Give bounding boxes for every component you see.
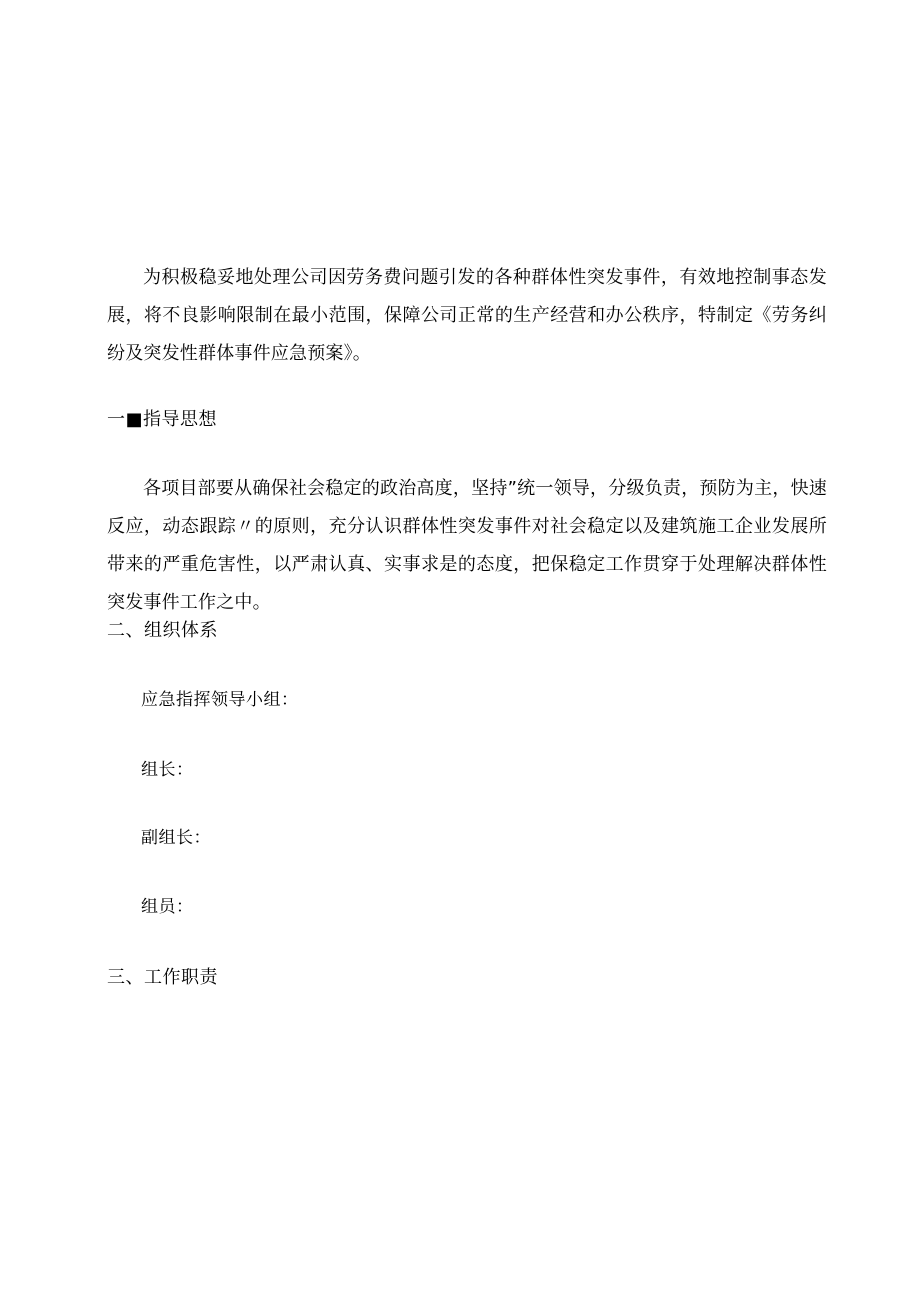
section-heading-organization: 二、组织体系 [107,620,218,641]
section-heading-responsibilities: 三、工作职责 [107,967,218,988]
intro-paragraph: 为积极稳妥地处理公司因劳务费问题引发的各种群体性突发事件，有效地控制事态发展，将不良影响限制在最小范围，保障公司正常的生产经营和办公秩序，特制定《劳务纠纷及突发性群体事件应急预案》。 [107,267,827,364]
section-heading-guiding-principles: 一■指导思想 [107,409,218,430]
group-leader-label: 组长： [141,760,194,780]
group-member-label: 组员： [141,897,194,917]
guiding-principles-paragraph: 各项目部要从确保社会稳定的政治高度，坚持”统一领导，分级负责，预防为主，快速反应，动态跟踪〃的原则，充分认识群体性突发事件对社会稳定以及建筑施工企业发展所带来的严重危害性，以严肃认真、实事求是的态度，把保稳定工作贯穿于处理解决群体性突发事件工作之中。 [107,478,827,613]
deputy-leader-label: 副组长： [141,828,211,848]
emergency-group-label: 应急指挥领导小组： [141,690,299,710]
